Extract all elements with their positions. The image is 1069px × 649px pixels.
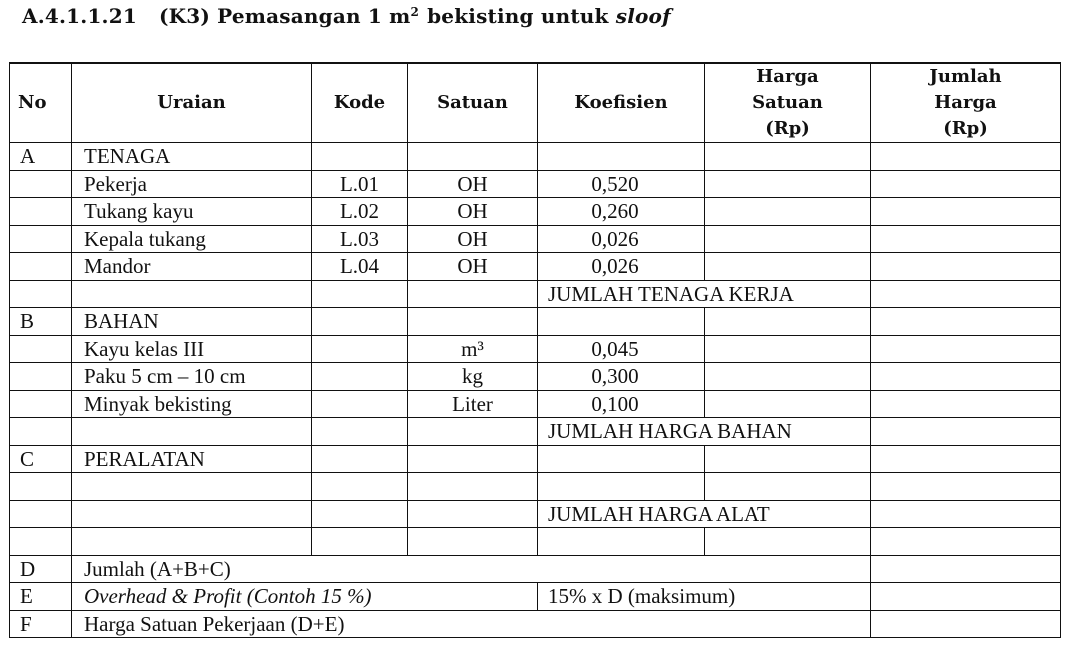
- table-row: Mandor L.04 OH 0,026: [10, 253, 1061, 281]
- summary-row-d: D Jumlah (A+B+C): [10, 555, 1061, 583]
- summary-row-e: E Overhead & Profit (Contoh 15 %) 15% x D (maksimum): [10, 583, 1061, 611]
- subtotal-label: JUMLAH HARGA ALAT: [538, 500, 871, 528]
- section-row-bahan: B BAHAN: [10, 308, 1061, 336]
- title-rest: bekisting untuk: [427, 4, 616, 28]
- table-row: Kepala tukang L.03 OH 0,026: [10, 225, 1061, 253]
- header-jumlah-harga: Jumlah Harga (Rp): [871, 63, 1061, 143]
- header-no: No: [10, 63, 72, 143]
- subtotal-row-bahan: [10, 418, 1061, 446]
- section-row-tenaga: A TENAGA: [10, 143, 1061, 171]
- subtotal-label: JUMLAH HARGA BAHAN: [538, 418, 871, 446]
- title-superscript: 2: [410, 5, 420, 19]
- title-code: A.4.1.1.21: [22, 4, 137, 28]
- header-row: [10, 63, 1061, 143]
- title-text: (K3) Pemasangan 1 m: [158, 4, 411, 28]
- table-row: [10, 473, 1061, 501]
- table-row: Paku 5 cm – 10 cm kg 0,300: [10, 363, 1061, 391]
- summary-row-f: F Harga Satuan Pekerjaan (D+E): [10, 610, 1061, 638]
- header-koefisien: Koefisien: [538, 63, 705, 143]
- header-harga-satuan: Harga Satuan (Rp): [705, 63, 871, 143]
- table-row: Minyak bekisting Liter 0,100: [10, 390, 1061, 418]
- table-row: Pekerja L.01 OH 0,520: [10, 170, 1061, 198]
- table-row: Kayu kelas III m³ 0,045: [10, 335, 1061, 363]
- cost-analysis-table: [9, 62, 1061, 638]
- table-row: Tukang kayu L.02 OH 0,260: [10, 198, 1061, 226]
- document-title: [22, 4, 671, 28]
- section-row-peralatan: C PERALATAN: [10, 445, 1061, 473]
- header-satuan: Satuan: [408, 63, 538, 143]
- subtotal-row-alat: [10, 500, 1061, 528]
- header-uraian: Uraian: [72, 63, 312, 143]
- subtotal-label: JUMLAH TENAGA KERJA: [538, 280, 871, 308]
- title-italic: sloof: [615, 4, 671, 28]
- subtotal-row-tenaga: [10, 280, 1061, 308]
- table-row: [10, 528, 1061, 556]
- header-kode: Kode: [312, 63, 408, 143]
